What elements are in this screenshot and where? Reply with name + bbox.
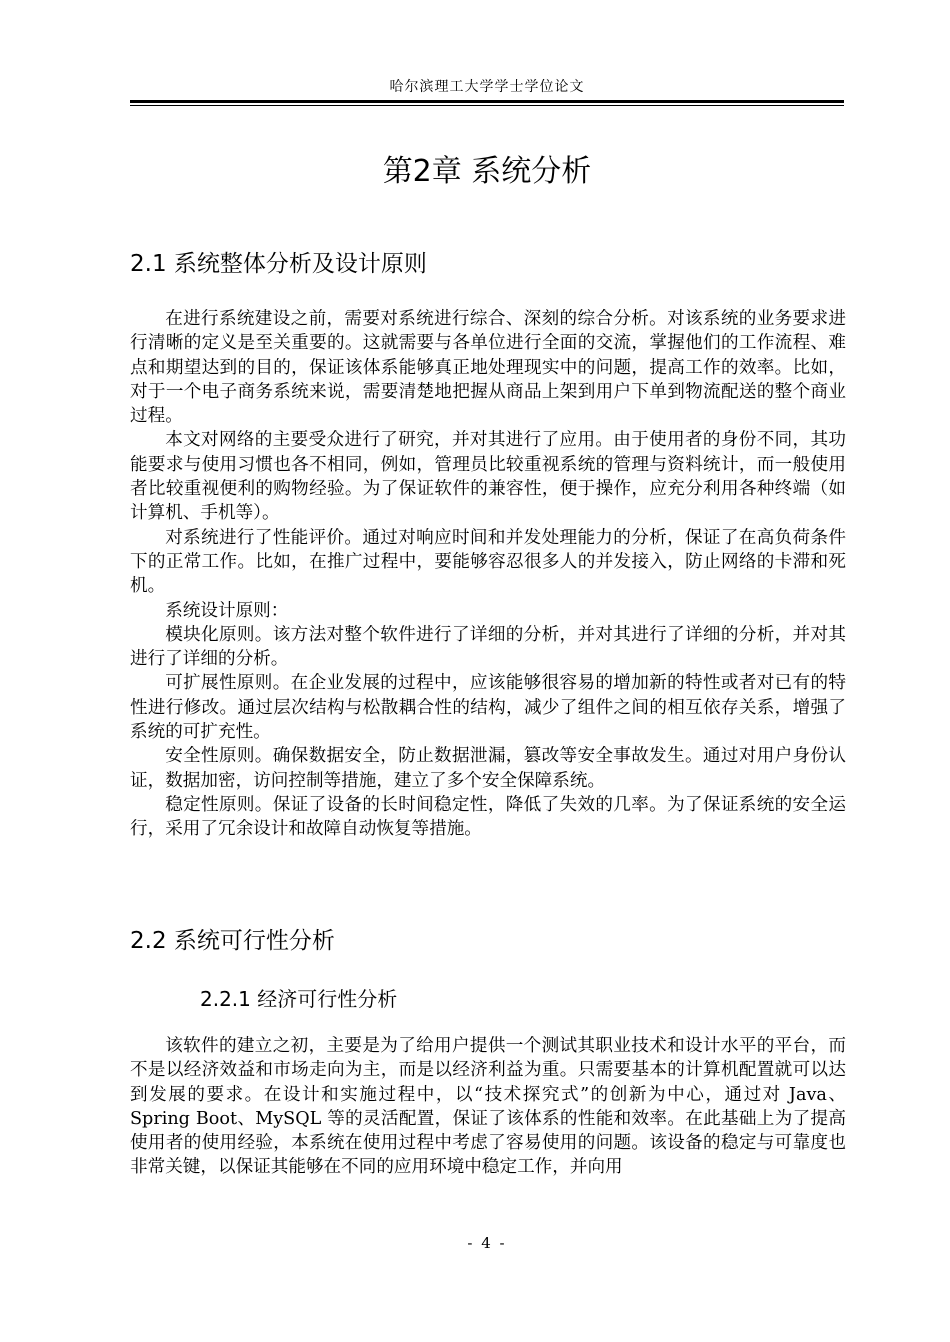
section-2-1-body xyxy=(130,307,846,842)
paragraph: 模块化原则。该方法对整个软件进行了详细的分析，并对其进行了详细的分析，并对其进行了详细的分析。 xyxy=(130,624,846,670)
paragraph: 该软件的建立之初，主要是为了给用户提供一个测试其职业技术和设计水平的平台，而不是以经济效益和市场走向为主，而是以经济利益为重。只需要基本的计算机配置就可以达到发展的要求。在设计和实施过程中，以“技术探究式”的创新为中心，通过对 Java、Spring Boot、MySQL 等的灵活配置，保证了该体系的性能和效率。在此基础上为了提高使用者的使用经验，本系统在使用过程中考虑了容易使用的问题。该设备的稳定与可靠度也非常关键，以保证其能够在不同的应用环境中稳定工作，并向用 xyxy=(130,1036,846,1178)
paragraph: 稳定性原则。保证了设备的长时间稳定性，降低了失效的几率。为了保证系统的安全运行，采用了冗余设计和故障自动恢复等措施。 xyxy=(130,794,846,840)
section-heading-2-2: 2.2 系统可行性分析 xyxy=(130,928,335,954)
section-2-2-1-body xyxy=(130,1034,846,1180)
header-rule-thin xyxy=(130,105,844,106)
chapter-title: 第2章 系统分析 xyxy=(382,154,592,189)
paragraph: 本文对网络的主要受众进行了研究，并对其进行了应用。由于使用者的身份不同，其功能要求与使用习惯也各不相同，例如，管理员比较重视系统的管理与资料统计，而一般使用者比较重视便利的购物经验。为了保证软件的兼容性，便于操作，应充分利用各种终端（如计算机、手机等）。 xyxy=(130,430,846,524)
header-rule-thick xyxy=(130,100,844,103)
page-header: 哈尔滨理工大学学士学位论文 xyxy=(389,79,585,95)
paragraph: 在进行系统建设之前，需要对系统进行综合、深刻的综合分析。对该系统的业务要求进行清晰的定义是至关重要的。这就需要与各单位进行全面的交流，掌握他们的工作流程、难点和期望达到的目的，保证该体系能够真正地处理现实中的问题，提高工作的效率。比如，对于一个电子商务系统来说，需要清楚地把握从商品上架到用户下单到物流配送的整个商业过程。 xyxy=(130,309,846,427)
paragraph: 可扩展性原则。在企业发展的过程中，应该能够很容易的增加新的特性或者对已有的特性进行修改。通过层次结构与松散耦合性的结构，减少了组件之间的相互依存关系，增强了系统的可扩充性。 xyxy=(130,673,846,743)
page-number: - 4 - xyxy=(467,1234,507,1252)
section-heading-2-1: 2.1 系统整体分析及设计原则 xyxy=(130,251,427,277)
paragraph: 系统设计原则： xyxy=(165,600,289,621)
paragraph: 对系统进行了性能评价。通过对响应时间和并发处理能力的分析，保证了在高负荷条件下的正常工作。比如，在推广过程中，要能够容忍很多人的并发接入，防止网络的卡滞和死机。 xyxy=(130,527,846,597)
paragraph: 安全性原则。确保数据安全，防止数据泄漏，篡改等安全事故发生。通过对用户身份认证，数据加密，访问控制等措施，建立了多个安全保障系统。 xyxy=(130,746,846,791)
section-heading-2-2-1: 2.2.1 经济可行性分析 xyxy=(200,987,398,1011)
